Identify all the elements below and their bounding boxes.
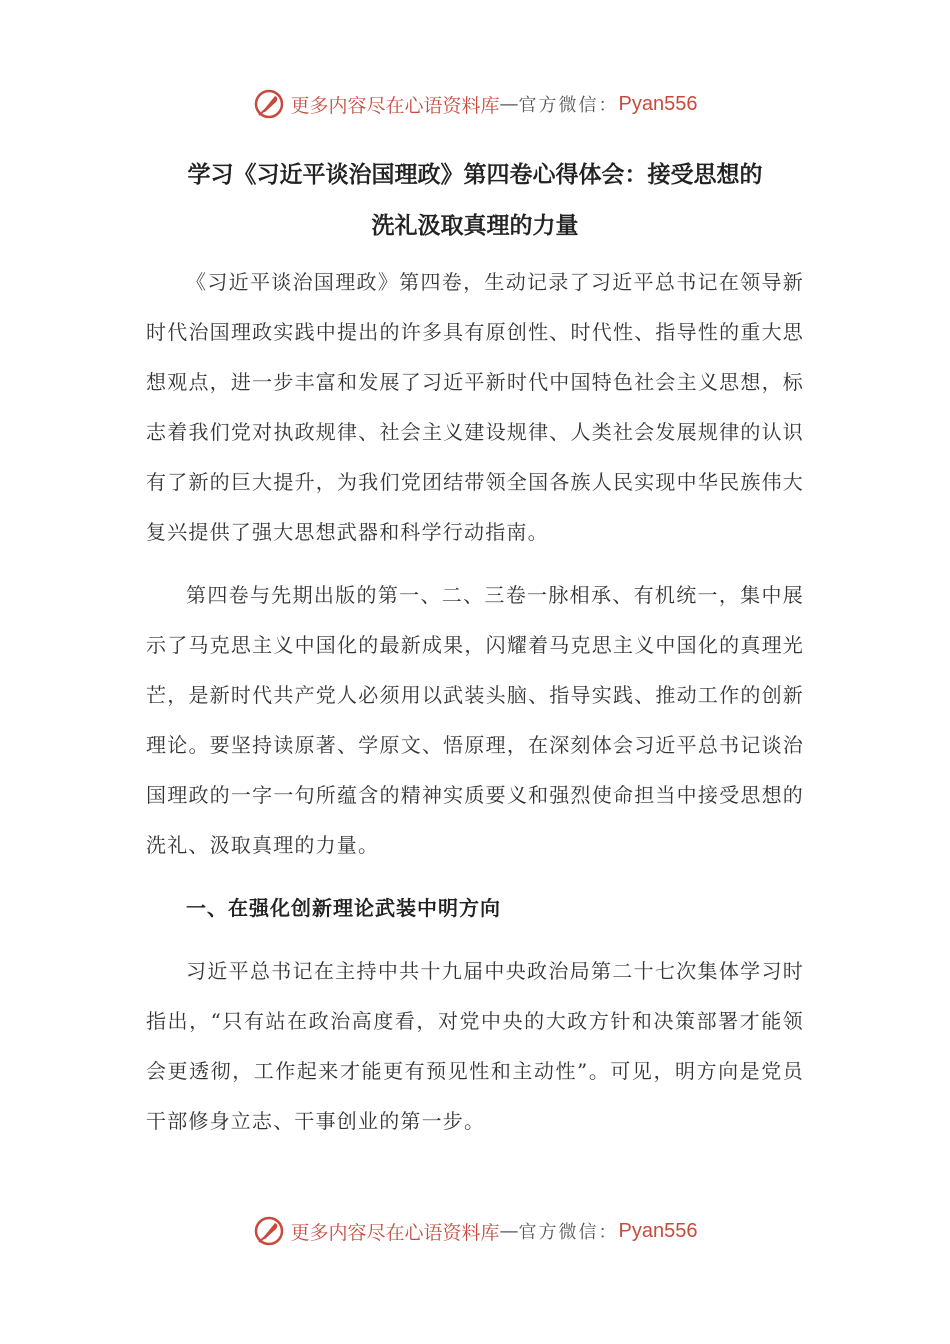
document-title bbox=[140, 150, 810, 252]
watermark-brand: 更多内容尽在心语资料库 bbox=[290, 1221, 500, 1244]
watermark-label: 官方微信： bbox=[518, 1222, 619, 1243]
watermark-brand: 更多内容尽在心语资料库 bbox=[290, 94, 500, 117]
section-heading-1: 一、在强化创新理论武装中明方向 bbox=[186, 896, 501, 920]
header-watermark bbox=[0, 86, 950, 122]
feather-pen-logo-icon bbox=[253, 88, 285, 120]
paragraph-2: 第四卷与先期出版的第一、二、三卷一脉相承、有机统一，集中展示了马克思主义中国化的最新成果，闪耀着马克思主义中国化的真理光芒，是新时代共产党人必须用以武装头脑、指导实践、推动工作的创新理论。要坚持读原著、学原文、悟原理，在深刻体会习近平总书记谈治国理政的一字一句所蕴含的精神实质要义和强烈使命担当中接受思想的洗礼、汲取真理的力量。 bbox=[146, 583, 804, 857]
watermark-separator: — bbox=[499, 1220, 519, 1242]
section-1-paragraph: 习近平总书记在主持中共十九届中央政治局第二十七次集体学习时指出，“只有站在政治高度看，对党中央的大政方针和决策部署才能领会更透彻，工作起来才能更有预见性和主动性”。可见，明方向是党员干部修身立志、干事创业的第一步。 bbox=[146, 959, 804, 1133]
title-line-2: 洗礼汲取真理的力量 bbox=[371, 213, 579, 239]
title-line-1: 学习《习近平谈治国理政》第四卷心得体会：接受思想的 bbox=[187, 162, 763, 188]
watermark-wechat-id: Pyan556 bbox=[618, 92, 698, 115]
watermark-separator: — bbox=[499, 93, 519, 115]
footer-watermark bbox=[0, 1213, 950, 1249]
feather-pen-logo-icon bbox=[253, 1215, 285, 1247]
watermark-wechat-id: Pyan556 bbox=[618, 1219, 698, 1242]
watermark-label: 官方微信： bbox=[518, 95, 619, 116]
paragraph-1: 《习近平谈治国理政》第四卷，生动记录了习近平总书记在领导新时代治国理政实践中提出的许多具有原创性、时代性、指导性的重大思想观点，进一步丰富和发展了习近平新时代中国特色社会主义思想，标志着我们党对执政规律、社会主义建设规律、人类社会发展规律的认识有了新的巨大提升，为我们党团结带领全国各族人民实现中华民族伟大复兴提供了强大思想武器和科学行动指南。 bbox=[146, 270, 804, 544]
